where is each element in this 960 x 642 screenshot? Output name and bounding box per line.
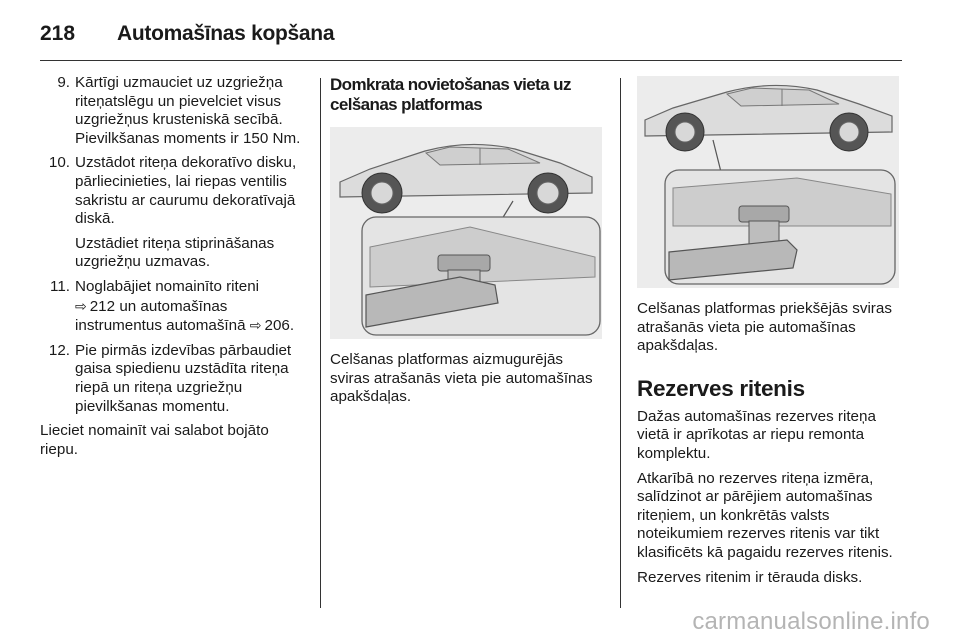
chapter-heading: Rezerves ritenis — [637, 375, 805, 401]
page-reference[interactable]: 206. — [264, 317, 295, 335]
step-text: Noglabājiet nomainīto riteni — [75, 277, 260, 295]
column-middle — [330, 74, 605, 407]
page-header — [40, 14, 920, 64]
step-number: 11. — [50, 277, 70, 295]
body-paragraph: Dažas automašīnas rezerves riteņa vietā ir aprīkotas ar riepu remonta komplektu. — [637, 407, 876, 462]
step-item — [40, 74, 308, 148]
column-divider — [620, 78, 621, 608]
column-divider — [320, 78, 321, 608]
step-text: Uzstādot riteņa dekoratīvo disku, pārliecinieties, lai riepas ventilis sakristu ar caurumu dekoratīvajā diskā. — [75, 154, 297, 228]
page-title: Automašīnas kopšana — [117, 22, 335, 45]
closing-paragraph: Lieciet nomainīt vai salabot bojāto riepu. — [40, 422, 269, 458]
figure-caption: Celšanas platformas aizmugurējās sviras atrašanās vieta pie automašīnas apakšdaļas. — [330, 351, 593, 406]
step-continuation: Uzstādiet riteņa stiprināšanas uzgriežņu uzmavas. — [75, 234, 275, 271]
step-text: un automašīnas instrumentus automašīnā — [75, 297, 246, 335]
header-rule — [40, 60, 902, 61]
step-item — [40, 342, 308, 416]
step-number: 10. — [48, 154, 70, 172]
watermark: carmanualsonline.info — [692, 608, 930, 635]
page-reference-arrow-icon[interactable]: ⇨ — [75, 297, 87, 314]
rear-jack-point-illustration — [330, 127, 602, 339]
page-reference-arrow-icon[interactable]: ⇨ — [249, 317, 262, 334]
front-jack-point-illustration — [637, 76, 899, 288]
step-item — [40, 154, 308, 228]
step-text: Pie pirmās izdevības pārbaudiet gaisa spiedienu uzstādīta riteņa riepā un riteņa uzgriežņu pievilkšanas momentu. — [75, 341, 292, 415]
page-number: 218 — [40, 22, 76, 45]
step-number: 12. — [48, 341, 70, 359]
section-heading: Domkrata novietošanas vieta uz celšanas platformas — [330, 75, 571, 114]
body-paragraph: Rezerves ritenim ir tērauda disks. — [637, 568, 863, 586]
step-item — [40, 278, 308, 336]
step-text: Kārtīgi uzmauciet uz uzgriežņa riteņatslēgu un pievelciet visus uzgriežņus krusteniskā secībā. Pievilkšanas moments ir 150 Nm. — [75, 74, 301, 147]
body-paragraph: Atkarībā no rezerves riteņa izmēra, salīdzinot ar pārējiem automašīnas riteņiem, un konkrētās valsts noteikumiem rezerves ritenis var tikt klasificēts kā pagaidu rezerves ritenis. — [637, 469, 893, 561]
column-right — [637, 74, 905, 593]
page-reference[interactable]: 212 — [89, 297, 116, 315]
column-left — [40, 74, 308, 465]
figure-caption: Celšanas platformas priekšējās sviras atrašanās vieta pie automašīnas apakšdaļas. — [637, 300, 892, 355]
step-number: 9. — [57, 74, 70, 91]
